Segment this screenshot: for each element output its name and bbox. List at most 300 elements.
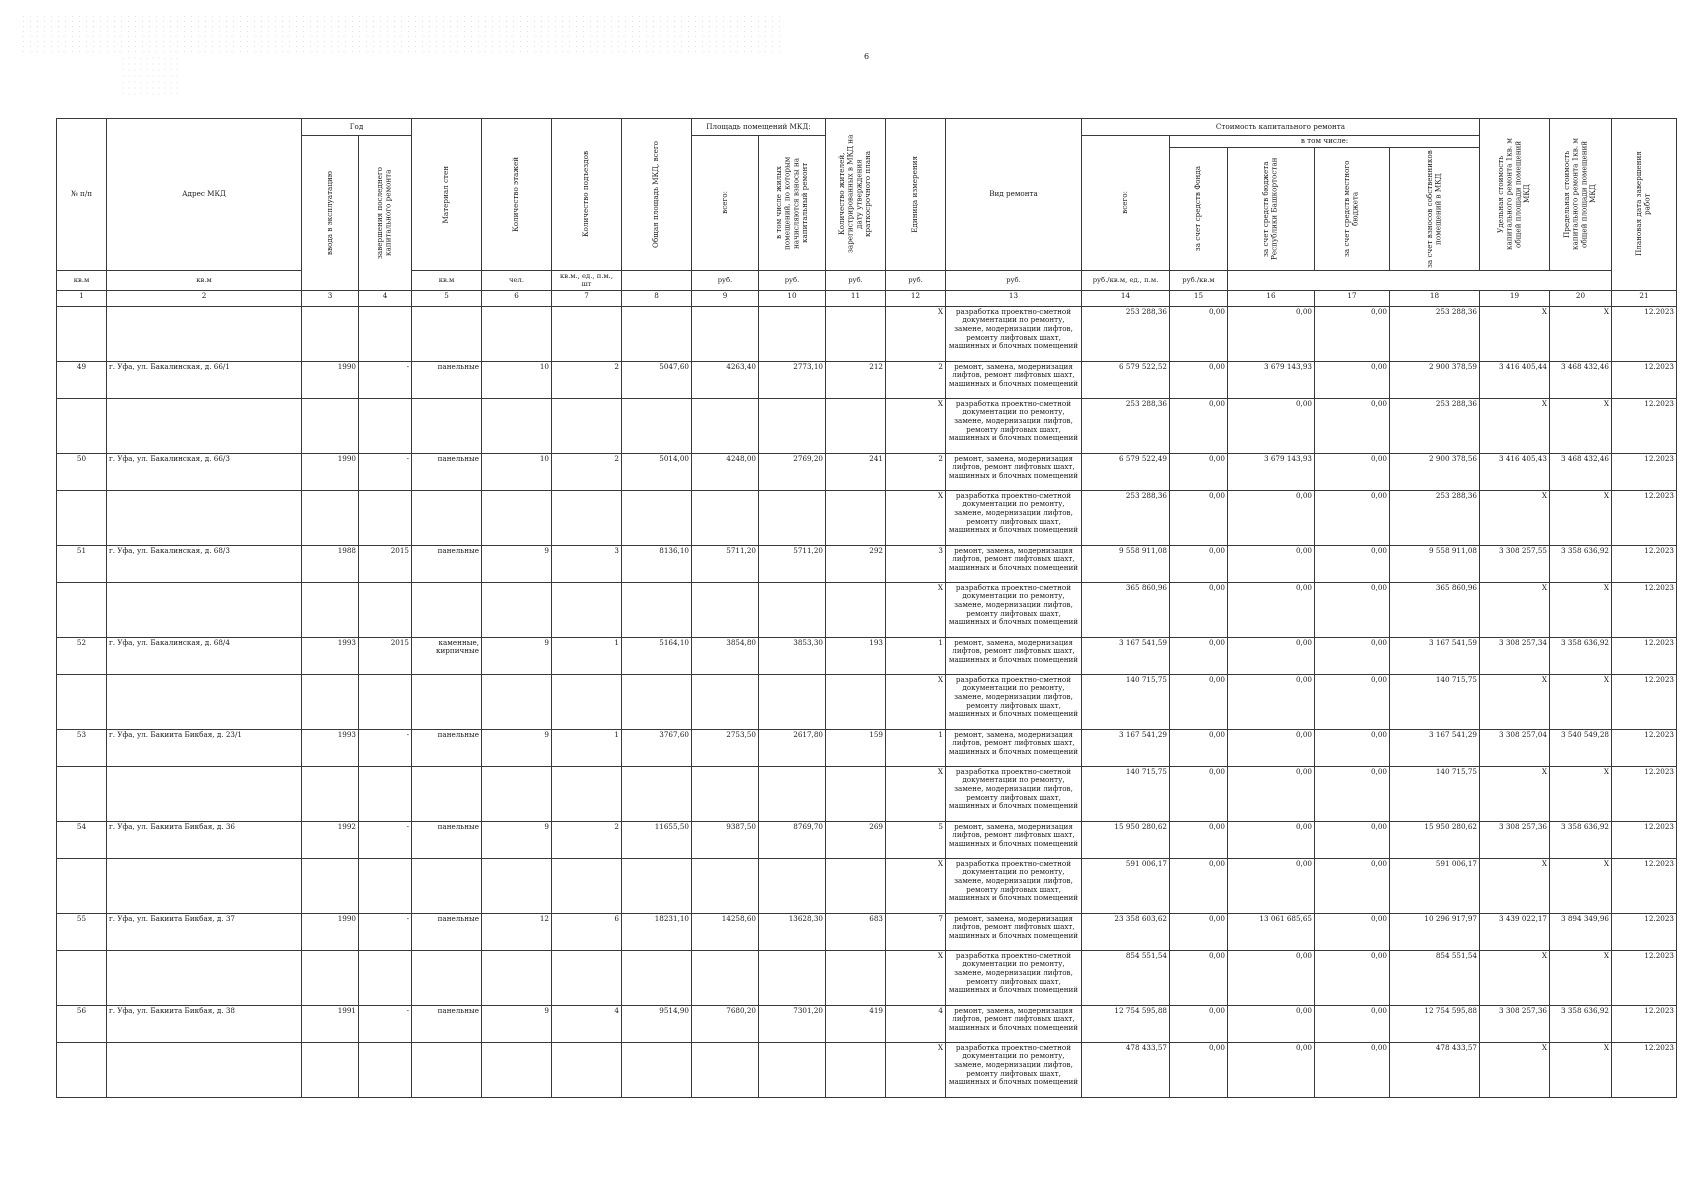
table-row — [57, 858, 1677, 913]
cost-local-budget-cell: 0,00 — [1315, 913, 1390, 950]
wall-material-cell — [412, 582, 482, 637]
header-limit-cost: Предельная стоимость капитального ремонта 1кв. м общей площади помещений МКД — [1550, 119, 1612, 271]
wall-material-cell: панельные — [412, 1005, 482, 1042]
year-last-repair-cell: - — [359, 361, 412, 398]
year-last-repair-cell — [359, 306, 412, 361]
residents-cell — [826, 1042, 886, 1097]
wall-material-cell — [412, 490, 482, 545]
column-number: 7 — [552, 290, 622, 306]
repair-type-cell: разработка проектно-сметной документации по ремонту, замене, модернизации лифтов, ремонту лифтовых шахт, машинных и блочных помещений — [946, 950, 1082, 1005]
unit-cost-cell: X — [1480, 766, 1550, 821]
address-cell — [107, 1042, 302, 1097]
year-commissioning-cell: 1990 — [302, 361, 359, 398]
row-number-cell — [57, 1042, 107, 1097]
year-commissioning-cell — [302, 582, 359, 637]
cost-local-budget-cell: 0,00 — [1315, 766, 1390, 821]
entrances-cell — [552, 766, 622, 821]
planned-date-cell: 12.2023 — [1612, 545, 1677, 582]
unit-cost-cell: 3 416 405,43 — [1480, 453, 1550, 490]
address-cell: г. Уфа, ул. Бакалинская, д. 68/4 — [107, 637, 302, 674]
limit-cost-cell: X — [1550, 398, 1612, 453]
header-unit-cost: Удельная стоимость капитального ремонта 1кв. м общей площади помещений МКД — [1480, 119, 1550, 271]
unit-cell: руб. — [826, 270, 886, 290]
row-number-cell — [57, 582, 107, 637]
year-commissioning-cell — [302, 1042, 359, 1097]
unit-cost-cell: X — [1480, 950, 1550, 1005]
unit-cell: руб. — [759, 270, 826, 290]
cost-rb-budget-cell: 3 679 143,93 — [1228, 453, 1315, 490]
column-number: 2 — [107, 290, 302, 306]
column-number: 15 — [1170, 290, 1228, 306]
area-residential-cell — [759, 582, 826, 637]
wall-material-cell: панельные — [412, 729, 482, 766]
table-row — [57, 545, 1677, 582]
table-header — [57, 119, 1677, 291]
header-including: в том числе: — [1170, 136, 1480, 148]
cost-owners-cell: 10 296 917,97 — [1390, 913, 1480, 950]
header-area-group: Площадь помещений МКД: — [692, 119, 826, 136]
area-residential-cell: 7301,20 — [759, 1005, 826, 1042]
floors-cell — [482, 674, 552, 729]
table-row — [57, 821, 1677, 858]
cost-fund-cell: 0,00 — [1170, 490, 1228, 545]
planned-date-cell: 12.2023 — [1612, 1042, 1677, 1097]
repair-type-cell: разработка проектно-сметной документации по ремонту, замене, модернизации лифтов, ремонту лифтовых шахт, машинных и блочных помещений — [946, 858, 1082, 913]
table-row — [57, 637, 1677, 674]
header-planned-date: Плановая дата завершения работ — [1612, 119, 1677, 291]
row-number-cell — [57, 858, 107, 913]
area-all-cell — [692, 674, 759, 729]
unit-cost-cell: X — [1480, 582, 1550, 637]
cost-local-budget-cell: 0,00 — [1315, 674, 1390, 729]
wall-material-cell — [412, 306, 482, 361]
floors-cell — [482, 490, 552, 545]
entrances-cell — [552, 950, 622, 1005]
address-cell — [107, 674, 302, 729]
wall-material-cell: панельные — [412, 821, 482, 858]
header-commissioning: ввода в эксплуатацию — [302, 136, 359, 291]
planned-date-cell: 12.2023 — [1612, 637, 1677, 674]
repair-plan-table — [56, 118, 1677, 1098]
unit-cost-cell: X — [1480, 306, 1550, 361]
repair-type-cell: ремонт, замена, модернизация лифтов, ремонт лифтовых шахт, машинных и блочных помещений — [946, 913, 1082, 950]
column-number: 21 — [1612, 290, 1677, 306]
limit-cost-cell: X — [1550, 950, 1612, 1005]
unit-cell: X — [886, 306, 946, 361]
cost-local-budget-cell: 0,00 — [1315, 637, 1390, 674]
cost-fund-cell: 0,00 — [1170, 545, 1228, 582]
area-residential-cell — [759, 306, 826, 361]
row-number-cell — [57, 950, 107, 1005]
area-all-cell: 7680,20 — [692, 1005, 759, 1042]
limit-cost-cell: X — [1550, 674, 1612, 729]
entrances-cell: 2 — [552, 821, 622, 858]
header-fund: за счет средств Фонда — [1170, 147, 1228, 270]
cost-local-budget-cell: 0,00 — [1315, 729, 1390, 766]
table-body — [57, 306, 1677, 1097]
wall-material-cell: каменные, кирпичные — [412, 637, 482, 674]
residents-cell: 269 — [826, 821, 886, 858]
cost-local-budget-cell: 0,00 — [1315, 306, 1390, 361]
total-area-cell: 18231,10 — [622, 913, 692, 950]
area-all-cell: 5711,20 — [692, 545, 759, 582]
unit-cost-cell: 3 308 257,55 — [1480, 545, 1550, 582]
cost-owners-cell: 253 288,36 — [1390, 398, 1480, 453]
unit-cost-cell: 3 308 257,34 — [1480, 637, 1550, 674]
repair-type-cell: ремонт, замена, модернизация лифтов, ремонт лифтовых шахт, машинных и блочных помещений — [946, 1005, 1082, 1042]
cost-owners-cell: 3 167 541,29 — [1390, 729, 1480, 766]
limit-cost-cell: X — [1550, 766, 1612, 821]
unit-cell: X — [886, 674, 946, 729]
year-last-repair-cell: - — [359, 913, 412, 950]
cost-rb-budget-cell: 0,00 — [1228, 674, 1315, 729]
address-cell — [107, 306, 302, 361]
unit-cell: чел. — [482, 270, 552, 290]
year-last-repair-cell: - — [359, 453, 412, 490]
table-row — [57, 1005, 1677, 1042]
unit-cell: X — [886, 766, 946, 821]
unit-cell: X — [886, 1042, 946, 1097]
repair-type-cell: разработка проектно-сметной документации по ремонту, замене, модернизации лифтов, ремонту лифтовых шахт, машинных и блочных помещений — [946, 490, 1082, 545]
residents-cell: 683 — [826, 913, 886, 950]
table-row — [57, 453, 1677, 490]
table-row — [57, 398, 1677, 453]
cost-fund-cell: 0,00 — [1170, 821, 1228, 858]
unit-cell: руб. — [692, 270, 759, 290]
wall-material-cell: панельные — [412, 453, 482, 490]
header-area-all: всего: — [692, 136, 759, 271]
address-cell — [107, 490, 302, 545]
year-commissioning-cell — [302, 306, 359, 361]
cost-rb-budget-cell: 0,00 — [1228, 729, 1315, 766]
column-number-row — [57, 290, 1677, 306]
cost-total-cell: 365 860,96 — [1082, 582, 1170, 637]
unit-cell: 2 — [886, 361, 946, 398]
year-last-repair-cell — [359, 398, 412, 453]
cost-owners-cell: 253 288,36 — [1390, 490, 1480, 545]
repair-type-cell: разработка проектно-сметной документации по ремонту, замене, модернизации лифтов, ремонту лифтовых шахт, машинных и блочных помещений — [946, 398, 1082, 453]
table-row — [57, 913, 1677, 950]
column-number: 20 — [1550, 290, 1612, 306]
address-cell: г. Уфа, ул. Бакиита Бикбая, д. 37 — [107, 913, 302, 950]
total-area-cell — [622, 674, 692, 729]
cost-rb-budget-cell: 0,00 — [1228, 950, 1315, 1005]
unit-cost-cell: X — [1480, 490, 1550, 545]
unit-cost-cell: X — [1480, 398, 1550, 453]
residents-cell — [826, 398, 886, 453]
year-last-repair-cell: - — [359, 821, 412, 858]
wall-material-cell — [412, 674, 482, 729]
table-row — [57, 950, 1677, 1005]
cost-local-budget-cell: 0,00 — [1315, 858, 1390, 913]
header-repair-type: Вид ремонта — [946, 119, 1082, 271]
row-number-cell — [57, 398, 107, 453]
cost-fund-cell: 0,00 — [1170, 306, 1228, 361]
area-residential-cell — [759, 1042, 826, 1097]
address-cell: г. Уфа, ул. Бакиита Бикбая, д. 36 — [107, 821, 302, 858]
header-address: Адрес МКД — [107, 119, 302, 271]
repair-type-cell: ремонт, замена, модернизация лифтов, ремонт лифтовых шахт, машинных и блочных помещений — [946, 545, 1082, 582]
floors-cell: 10 — [482, 361, 552, 398]
planned-date-cell: 12.2023 — [1612, 674, 1677, 729]
row-number-cell — [57, 766, 107, 821]
year-last-repair-cell — [359, 950, 412, 1005]
year-commissioning-cell: 1990 — [302, 913, 359, 950]
total-area-cell — [622, 306, 692, 361]
header-area-residential: в том числе жилых помещений, по которым начисляются взносы на капитальный ремонт — [759, 136, 826, 271]
year-last-repair-cell — [359, 674, 412, 729]
header-entrances: Количество подъездов — [552, 119, 622, 271]
unit-cell: 7 — [886, 913, 946, 950]
limit-cost-cell: X — [1550, 306, 1612, 361]
unit-cell: X — [886, 950, 946, 1005]
year-last-repair-cell — [359, 1042, 412, 1097]
entrances-cell: 2 — [552, 453, 622, 490]
row-number-cell: 55 — [57, 913, 107, 950]
cost-local-budget-cell: 0,00 — [1315, 361, 1390, 398]
column-number: 16 — [1228, 290, 1315, 306]
cost-owners-cell: 9 558 911,08 — [1390, 545, 1480, 582]
limit-cost-cell: 3 358 636,92 — [1550, 821, 1612, 858]
entrances-cell: 6 — [552, 913, 622, 950]
cost-local-budget-cell: 0,00 — [1315, 950, 1390, 1005]
cost-fund-cell: 0,00 — [1170, 729, 1228, 766]
cost-owners-cell: 2 900 378,59 — [1390, 361, 1480, 398]
column-number: 17 — [1315, 290, 1390, 306]
year-commissioning-cell — [302, 674, 359, 729]
area-residential-cell — [759, 490, 826, 545]
unit-cell: 3 — [886, 545, 946, 582]
repair-type-cell: ремонт, замена, модернизация лифтов, ремонт лифтовых шахт, машинных и блочных помещений — [946, 729, 1082, 766]
unit-cell: кв.м — [57, 270, 107, 290]
cost-owners-cell: 12 754 595,88 — [1390, 1005, 1480, 1042]
repair-type-cell: разработка проектно-сметной документации по ремонту, замене, модернизации лифтов, ремонту лифтовых шахт, машинных и блочных помещений — [946, 582, 1082, 637]
column-number: 1 — [57, 290, 107, 306]
cost-rb-budget-cell: 0,00 — [1228, 637, 1315, 674]
area-all-cell — [692, 582, 759, 637]
floors-cell: 9 — [482, 637, 552, 674]
entrances-cell — [552, 1042, 622, 1097]
cost-local-budget-cell: 0,00 — [1315, 453, 1390, 490]
cost-total-cell: 6 579 522,49 — [1082, 453, 1170, 490]
unit-cost-cell: 3 416 405,44 — [1480, 361, 1550, 398]
cost-rb-budget-cell: 0,00 — [1228, 1042, 1315, 1097]
header-local-budget: за счет средств местного бюджета — [1315, 147, 1390, 270]
header-residents: Количество жителей, зарегистрированных в МКД на дату утверждения краткосрочного плана — [826, 119, 886, 271]
floors-cell — [482, 858, 552, 913]
limit-cost-cell: 3 358 636,92 — [1550, 1005, 1612, 1042]
cost-rb-budget-cell: 3 679 143,93 — [1228, 361, 1315, 398]
unit-cost-cell: X — [1480, 858, 1550, 913]
year-commissioning-cell — [302, 950, 359, 1005]
cost-fund-cell: 0,00 — [1170, 1042, 1228, 1097]
cost-total-cell: 23 358 603,62 — [1082, 913, 1170, 950]
residents-cell: 159 — [826, 729, 886, 766]
cost-fund-cell: 0,00 — [1170, 1005, 1228, 1042]
unit-cost-cell: 3 308 257,36 — [1480, 1005, 1550, 1042]
floors-cell: 10 — [482, 453, 552, 490]
cost-rb-budget-cell: 13 061 685,65 — [1228, 913, 1315, 950]
column-number: 18 — [1390, 290, 1480, 306]
table-row — [57, 766, 1677, 821]
scan-artifact — [20, 14, 780, 54]
address-cell — [107, 398, 302, 453]
planned-date-cell: 12.2023 — [1612, 453, 1677, 490]
cost-total-cell: 9 558 911,08 — [1082, 545, 1170, 582]
unit-cell: 1 — [886, 637, 946, 674]
unit-cost-cell: X — [1480, 1042, 1550, 1097]
address-cell — [107, 858, 302, 913]
unit-cell: руб./кв.м — [1170, 270, 1228, 290]
area-all-cell: 2753,50 — [692, 729, 759, 766]
cost-owners-cell: 3 167 541,59 — [1390, 637, 1480, 674]
column-number: 19 — [1480, 290, 1550, 306]
area-all-cell: 3854,80 — [692, 637, 759, 674]
residents-cell: 292 — [826, 545, 886, 582]
year-commissioning-cell: 1993 — [302, 637, 359, 674]
cost-total-cell: 140 715,75 — [1082, 766, 1170, 821]
area-all-cell — [692, 766, 759, 821]
floors-cell: 9 — [482, 729, 552, 766]
area-all-cell: 4248,00 — [692, 453, 759, 490]
cost-fund-cell: 0,00 — [1170, 950, 1228, 1005]
wall-material-cell: панельные — [412, 361, 482, 398]
address-cell: г. Уфа, ул. Бакалинская, д. 66/3 — [107, 453, 302, 490]
column-number: 6 — [482, 290, 552, 306]
header-owners: за счет взносов собственников помещений в МКД — [1390, 147, 1480, 270]
cost-fund-cell: 0,00 — [1170, 766, 1228, 821]
cost-fund-cell: 0,00 — [1170, 858, 1228, 913]
limit-cost-cell: 3 894 349,96 — [1550, 913, 1612, 950]
limit-cost-cell: 3 540 549,28 — [1550, 729, 1612, 766]
area-all-cell — [692, 1042, 759, 1097]
cost-fund-cell: 0,00 — [1170, 361, 1228, 398]
area-residential-cell — [759, 398, 826, 453]
table-row — [57, 490, 1677, 545]
year-last-repair-cell — [359, 858, 412, 913]
total-area-cell — [622, 766, 692, 821]
total-area-cell — [622, 490, 692, 545]
planned-date-cell: 12.2023 — [1612, 1005, 1677, 1042]
area-residential-cell — [759, 858, 826, 913]
year-last-repair-cell — [359, 582, 412, 637]
limit-cost-cell: X — [1550, 1042, 1612, 1097]
cost-local-budget-cell: 0,00 — [1315, 821, 1390, 858]
area-residential-cell: 5711,20 — [759, 545, 826, 582]
total-area-cell: 5164,10 — [622, 637, 692, 674]
repair-type-cell: ремонт, замена, модернизация лифтов, ремонт лифтовых шахт, машинных и блочных помещений — [946, 453, 1082, 490]
total-area-cell — [622, 582, 692, 637]
cost-owners-cell: 365 860,96 — [1390, 582, 1480, 637]
planned-date-cell: 12.2023 — [1612, 398, 1677, 453]
limit-cost-cell: 3 358 636,92 — [1550, 545, 1612, 582]
cost-local-budget-cell: 0,00 — [1315, 582, 1390, 637]
header-cost-total: всего: — [1082, 136, 1170, 271]
header-unit: Единица измерения — [886, 119, 946, 271]
area-residential-cell: 13628,30 — [759, 913, 826, 950]
cost-rb-budget-cell: 0,00 — [1228, 858, 1315, 913]
residents-cell — [826, 858, 886, 913]
cost-fund-cell: 0,00 — [1170, 398, 1228, 453]
cost-owners-cell: 478 433,57 — [1390, 1042, 1480, 1097]
header-floors: Количество этажей — [482, 119, 552, 271]
planned-date-cell: 12.2023 — [1612, 306, 1677, 361]
repair-type-cell: ремонт, замена, модернизация лифтов, ремонт лифтовых шахт, машинных и блочных помещений — [946, 637, 1082, 674]
cost-rb-budget-cell: 0,00 — [1228, 398, 1315, 453]
row-number-cell: 52 — [57, 637, 107, 674]
floors-cell — [482, 398, 552, 453]
total-area-cell: 5047,60 — [622, 361, 692, 398]
wall-material-cell — [412, 858, 482, 913]
cost-total-cell: 478 433,57 — [1082, 1042, 1170, 1097]
total-area-cell: 8136,10 — [622, 545, 692, 582]
area-residential-cell: 2617,80 — [759, 729, 826, 766]
unit-cell: X — [886, 398, 946, 453]
repair-type-cell: ремонт, замена, модернизация лифтов, ремонт лифтовых шахт, машинных и блочных помещений — [946, 821, 1082, 858]
unit-cell: X — [886, 582, 946, 637]
planned-date-cell: 12.2023 — [1612, 582, 1677, 637]
repair-type-cell: разработка проектно-сметной документации по ремонту, замене, модернизации лифтов, ремонту лифтовых шахт, машинных и блочных помещений — [946, 1042, 1082, 1097]
year-commissioning-cell: 1990 — [302, 453, 359, 490]
total-area-cell — [622, 398, 692, 453]
wall-material-cell — [412, 1042, 482, 1097]
area-all-cell — [692, 398, 759, 453]
year-commissioning-cell — [302, 490, 359, 545]
year-last-repair-cell: 2015 — [359, 637, 412, 674]
residents-cell: 212 — [826, 361, 886, 398]
area-all-cell — [692, 950, 759, 1005]
year-commissioning-cell: 1993 — [302, 729, 359, 766]
year-commissioning-cell — [302, 766, 359, 821]
cost-rb-budget-cell: 0,00 — [1228, 1005, 1315, 1042]
planned-date-cell: 12.2023 — [1612, 729, 1677, 766]
cost-owners-cell: 854 551,54 — [1390, 950, 1480, 1005]
cost-total-cell: 12 754 595,88 — [1082, 1005, 1170, 1042]
table-row — [57, 674, 1677, 729]
year-last-repair-cell: - — [359, 729, 412, 766]
column-number: 8 — [622, 290, 692, 306]
area-residential-cell: 2769,20 — [759, 453, 826, 490]
total-area-cell: 11655,50 — [622, 821, 692, 858]
planned-date-cell: 12.2023 — [1612, 858, 1677, 913]
area-all-cell: 14258,60 — [692, 913, 759, 950]
area-all-cell — [692, 306, 759, 361]
column-number: 4 — [359, 290, 412, 306]
entrances-cell: 1 — [552, 729, 622, 766]
unit-cell: кв.м., ед., п.м., шт — [552, 270, 622, 290]
cost-rb-budget-cell: 0,00 — [1228, 766, 1315, 821]
header-wall-material: Материал стен — [412, 119, 482, 271]
unit-cell: 5 — [886, 821, 946, 858]
entrances-cell — [552, 582, 622, 637]
entrances-cell — [552, 490, 622, 545]
cost-total-cell: 253 288,36 — [1082, 306, 1170, 361]
area-all-cell: 4263,40 — [692, 361, 759, 398]
cost-owners-cell: 15 950 280,62 — [1390, 821, 1480, 858]
planned-date-cell: 12.2023 — [1612, 913, 1677, 950]
scan-artifact — [120, 55, 180, 95]
residents-cell: 241 — [826, 453, 886, 490]
unit-cost-cell: 3 439 022,17 — [1480, 913, 1550, 950]
column-number: 11 — [826, 290, 886, 306]
cost-fund-cell: 0,00 — [1170, 913, 1228, 950]
wall-material-cell — [412, 950, 482, 1005]
limit-cost-cell: 3 468 432,46 — [1550, 453, 1612, 490]
floors-cell: 9 — [482, 545, 552, 582]
table-row — [57, 729, 1677, 766]
cost-total-cell: 15 950 280,62 — [1082, 821, 1170, 858]
entrances-cell: 1 — [552, 637, 622, 674]
